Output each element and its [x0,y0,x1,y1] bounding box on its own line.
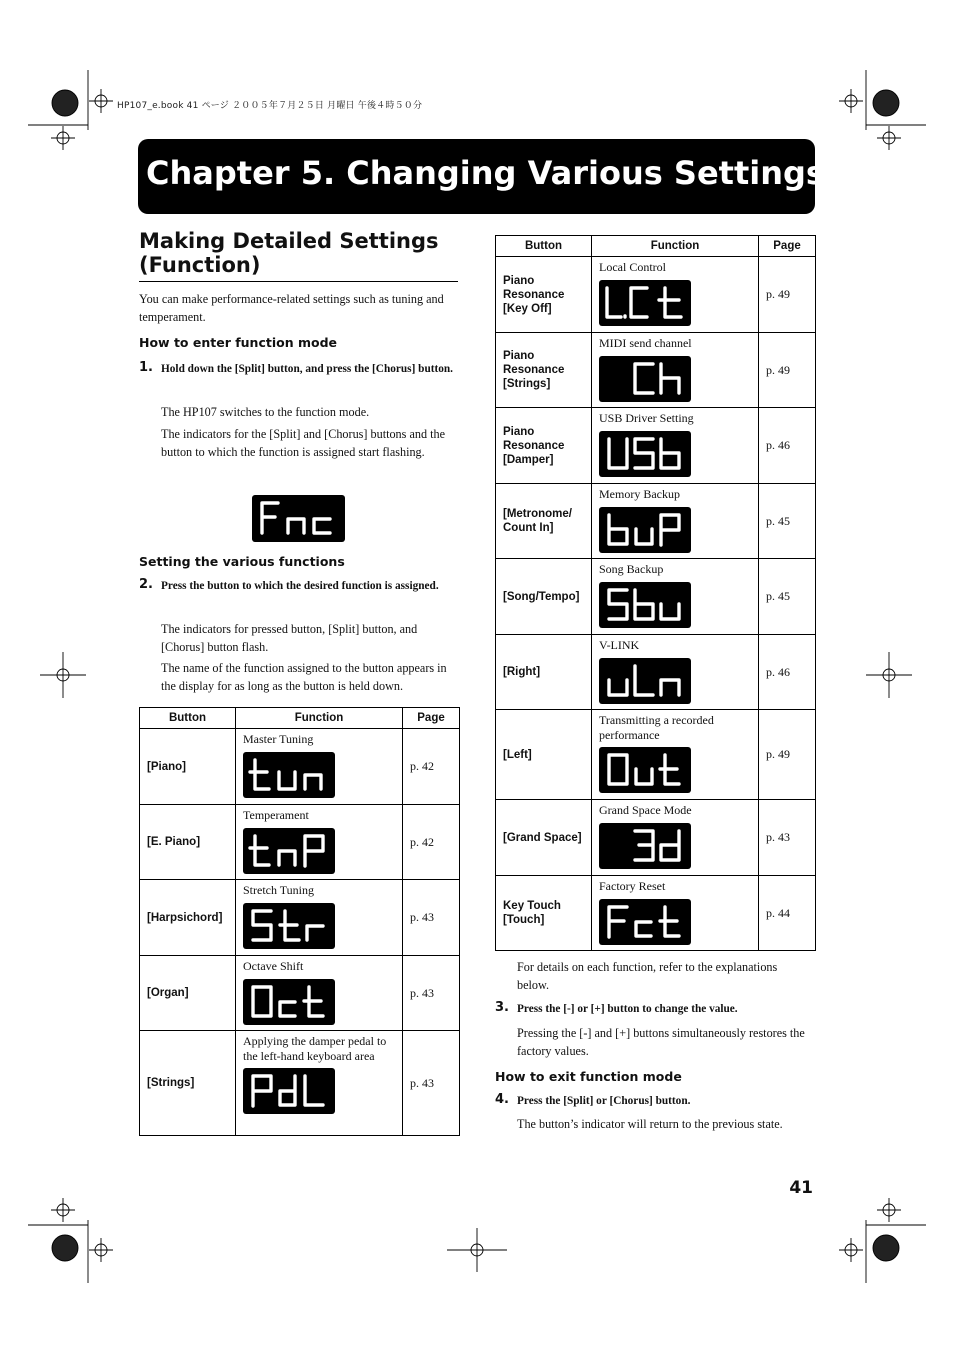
function-name: Factory Reset [599,879,666,893]
button-name: Piano Resonance [Damper] [496,408,592,484]
button-name: Piano Resonance [Strings] [496,333,592,408]
pdl-display [243,1068,335,1114]
bup-display [599,507,691,553]
step-3-number: 3. [495,1000,509,1015]
button-name: [Left] [496,710,592,800]
page-ref: p. 46 [759,635,816,710]
button-name: [Organ] [140,956,236,1031]
chapter-title: Chapter 5. Changing Various Settings [146,154,825,192]
page-number: 41 [789,1178,813,1198]
step-1-number: 1. [139,360,153,375]
fct-display [599,899,691,945]
button-name: Piano Resonance [Key Off] [496,257,592,333]
page-ref: p. 43 [403,956,460,1031]
button-name: [E. Piano] [140,805,236,880]
table-row [496,257,816,333]
function-name: Memory Backup [599,487,680,501]
button-name: [Strings] [140,1031,236,1136]
ch-display [599,356,691,402]
function-name: Applying the damper pedal to the left-hand keyboard area [243,1034,387,1063]
button-name: [Harpsichord] [140,880,236,956]
button-name: [Grand Space] [496,800,592,876]
book-meta: HP107_e.book 41 ページ ２００５年７月２５日 月曜日 午後４時５０分 [117,101,423,111]
function-name: Local Control [599,260,666,274]
enter-para-1: The HP107 switches to the function mode. [161,405,370,419]
col-header-page: Page [403,708,460,729]
table-row [496,559,816,635]
function-name: Stretch Tuning [243,883,315,897]
function-name: MIDI send channel [599,336,692,350]
button-name: Key Touch [Touch] [496,876,592,951]
function-table-left [139,707,460,1136]
setting-para-1: The indicators for pressed button, [Split] button, and [Chorus] button flash. [161,622,418,654]
tnp-display [243,828,335,874]
enter-para-2: The indicators for the [Split] and [Chorus] buttons and the button to which the function is assigned start flashing. [161,427,445,459]
function-name: USB Driver Setting [599,411,694,425]
page-ref: p. 49 [759,333,816,408]
col-header-page: Page [759,236,816,257]
col-header-button: Button [496,236,592,257]
fnc-display [252,495,345,542]
table-row [496,876,816,951]
step-4-text: Press the [Split] or [Chorus] button. [517,1095,691,1107]
table-row [496,710,816,800]
table-row [496,408,816,484]
function-name: Grand Space Mode [599,803,692,817]
button-name: [Song/Tempo] [496,559,592,635]
button-name: [Metronome/ Count In] [496,484,592,559]
intro-text: You can make performance-related settings such as tuning and temperament. [139,292,444,324]
function-table-right [495,235,816,951]
table-header-row [140,708,460,729]
setting-para-2: The name of the function assigned to the button appears in the display for as long as the button is held down. [161,661,447,693]
str-display [243,903,335,949]
step-3-text: Press the [-] or [+] button to change the value. [517,1003,738,1015]
step-2-number: 2. [139,577,153,592]
page-ref: p. 43 [403,880,460,956]
page-ref: p. 45 [759,484,816,559]
table-row [140,805,460,880]
exit-result-text: The button’s indicator will return to the previous state. [517,1117,783,1131]
page-ref: p. 42 [403,805,460,880]
section-title-line1: Making Detailed Settings [139,229,439,253]
function-name: Master Tuning [243,732,314,746]
function-name: V-LINK [599,638,640,652]
page-ref: p. 49 [759,710,816,800]
enter-heading: How to enter function mode [139,335,337,350]
table-row [140,880,460,956]
function-name: Temperament [243,808,309,822]
col-header-button: Button [140,708,236,729]
section-title-line2: (Function) [139,253,261,277]
col-header-function: Function [236,708,403,729]
table-row [140,956,460,1031]
table-row [140,1031,460,1136]
step-2-text: Press the button to which the desired function is assigned. [161,580,439,592]
table-row [496,635,816,710]
table-row [140,729,460,805]
step-1-text: Hold down the [Split] button, and press the [Chorus] button. [161,363,454,375]
section-title [139,229,458,282]
function-name: Transmitting a recorded performance [599,713,714,742]
sbu-display [599,582,691,628]
button-name: [Right] [496,635,592,710]
restore-text: Pressing the [-] and [+] buttons simultaneously restores the factory values. [517,1026,805,1058]
button-name: [Piano] [140,729,236,805]
page-ref: p. 45 [759,559,816,635]
table-header-row [496,236,816,257]
function-name: Octave Shift [243,959,304,973]
setting-heading: Setting the various functions [139,554,345,569]
usb-display [599,431,691,477]
col-header-function: Function [592,236,759,257]
page-ref: p. 42 [403,729,460,805]
oct-display [243,979,335,1025]
tun-display [243,752,335,798]
out-display [599,747,691,793]
page-ref: p. 49 [759,257,816,333]
details-text: For details on each function, refer to the explanations below. [517,960,778,992]
uln-display [599,658,691,704]
step-4-number: 4. [495,1092,509,1107]
function-name: Song Backup [599,562,664,576]
page-ref: p. 46 [759,408,816,484]
page-ref: p. 43 [403,1031,460,1136]
3d-display [599,823,691,869]
table-row [496,333,816,408]
exit-heading: How to exit function mode [495,1069,682,1084]
table-row [496,800,816,876]
page-ref: p. 43 [759,800,816,876]
lct-display [599,280,691,326]
page-ref: p. 44 [759,876,816,951]
table-row [496,484,816,559]
